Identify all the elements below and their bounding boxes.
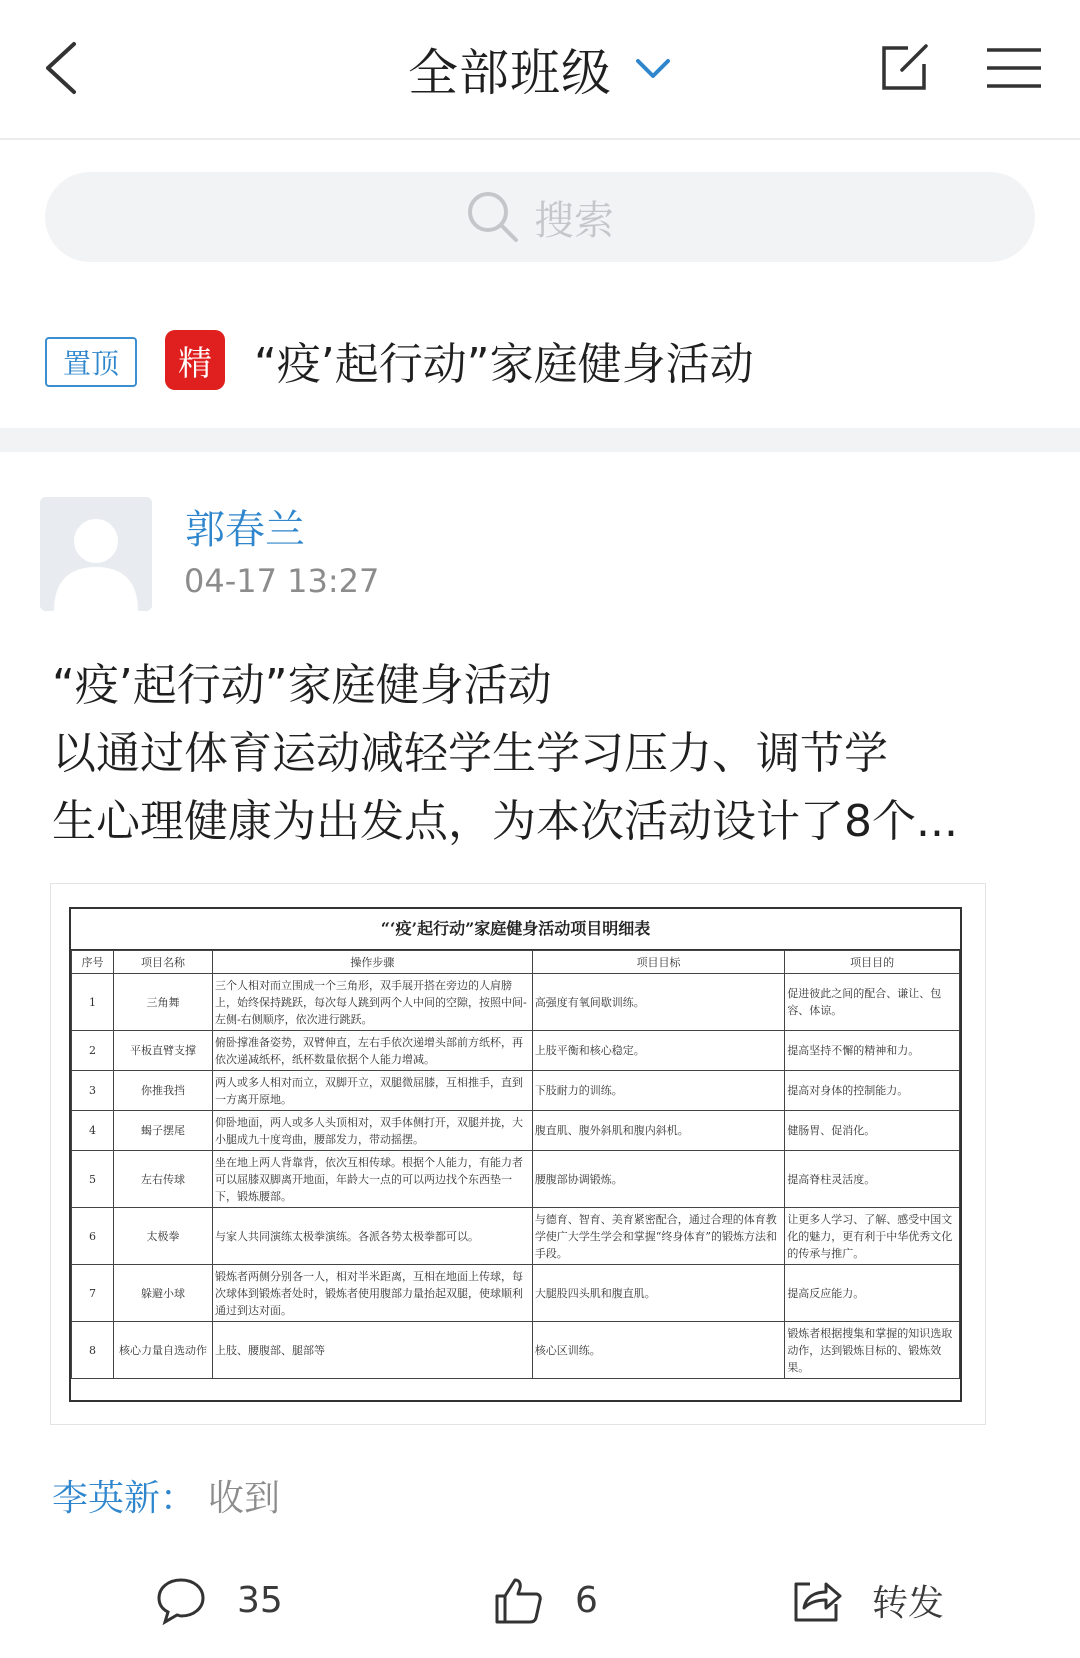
post-time: 04-17 13:27	[184, 562, 380, 600]
cell-steps: 俯卧撑准备姿势，双臂伸直，左右手依次递增头部前方纸杯，再依次递减纸杯，纸杯数量依据个人能力增减。	[212, 1031, 532, 1071]
table-header: 项目目的	[785, 951, 960, 974]
cell-no: 1	[72, 974, 114, 1031]
cell-no: 2	[72, 1031, 114, 1071]
cell-purpose: 提高坚持不懈的精神和力。	[785, 1031, 960, 1071]
pinned-badge: 置顶	[45, 337, 137, 387]
cell-purpose: 健肠胃、促消化。	[785, 1111, 960, 1151]
share-label: 转发	[872, 1582, 945, 1624]
cell-goal: 高强度有氧间歇训练。	[532, 974, 785, 1031]
like-count: 6	[575, 1579, 598, 1621]
cell-steps: 仰卧地面，两人或多人头顶相对，双手体侧打开，双腿并拢，大小腿成九十度弯曲，腰部发力，带动摇摆。	[212, 1111, 532, 1151]
cell-purpose: 提高反应能力。	[785, 1265, 960, 1322]
comment-text: 收到	[208, 1478, 281, 1519]
avatar[interactable]	[40, 497, 152, 611]
post-line: 以通过体育运动减轻学生学习压力、调节学	[52, 728, 888, 779]
share-button[interactable]	[790, 1560, 944, 1640]
post-line: 生心理健康为出发点，为本次活动设计了8个...	[52, 796, 958, 847]
chevron-down-icon	[634, 57, 672, 81]
table-row	[72, 1322, 960, 1379]
table-row	[72, 1265, 960, 1322]
cell-steps: 两人或多人相对而立，双脚开立，双腿微屈膝，互相推手，直到一方离开原地。	[212, 1071, 532, 1111]
table-header: 操作步骤	[212, 951, 532, 974]
comment-button[interactable]	[155, 1560, 283, 1640]
cell-purpose: 让更多人学习、了解、感受中国文化的魅力，更有利于中华优秀文化的传承与推广。	[785, 1208, 960, 1265]
post-line: “疫’起行动”家庭健身活动	[52, 660, 552, 711]
cell-no: 8	[72, 1322, 114, 1379]
cell-name: 左右传球	[114, 1151, 213, 1208]
table-row	[72, 1208, 960, 1265]
share-icon	[790, 1574, 842, 1626]
page-title: 全部班级	[408, 44, 612, 102]
cell-name: 躲避小球	[114, 1265, 213, 1322]
cell-goal: 腰腹部协调锻炼。	[532, 1151, 785, 1208]
post-author[interactable]: 郭春兰	[185, 507, 305, 553]
cell-purpose: 促进彼此之间的配合、谦让、包容、体谅。	[785, 974, 960, 1031]
comment-count: 35	[237, 1579, 283, 1621]
cell-purpose: 锻炼者根据搜集和掌握的知识选取动作，达到锻炼目标的、锻炼效果。	[785, 1322, 960, 1379]
cell-name: 三角舞	[114, 974, 213, 1031]
post-content[interactable]	[52, 652, 1042, 856]
table-row	[72, 974, 960, 1031]
cell-goal: 上肢平衡和核心稳定。	[532, 1031, 785, 1071]
cell-steps: 坐在地上两人背靠背，依次互相传球。根据个人能力，有能力者可以屈膝双脚离开地面，年龄大一点的可以两边找个东西垫一下，锻炼腰部。	[212, 1151, 532, 1208]
cell-no: 7	[72, 1265, 114, 1322]
compose-icon[interactable]	[878, 42, 930, 94]
cell-goal: 与德育、智育、美育紧密配合，通过合理的体育教学使广大学生学会和掌握“终身体育”的锻炼方法和手段。	[532, 1208, 785, 1265]
cell-no: 4	[72, 1111, 114, 1151]
cell-name: 核心力量自选动作	[114, 1322, 213, 1379]
search-icon	[466, 190, 520, 244]
cell-goal: 大腿股四头肌和腹直肌。	[532, 1265, 785, 1322]
thumbs-up-icon	[493, 1574, 545, 1626]
table-header: 序号	[72, 951, 114, 974]
cell-steps: 三个人相对而立围成一个三角形，双手展开搭在旁边的人肩膀上，始终保持跳跃，每次每人跳到两个人中间的空隙，按照中间-左侧-右侧顺序，依次进行跳跃。	[212, 974, 532, 1031]
comment-icon	[155, 1574, 207, 1626]
cell-name: 蝎子摆尾	[114, 1111, 213, 1151]
cell-goal: 下肢耐力的训练。	[532, 1071, 785, 1111]
cell-no: 5	[72, 1151, 114, 1208]
featured-badge: 精	[165, 330, 225, 390]
cell-purpose: 提高脊柱灵活度。	[785, 1151, 960, 1208]
menu-icon[interactable]	[985, 46, 1043, 90]
comment-author[interactable]: 李英新：	[52, 1478, 197, 1519]
search-bar[interactable]	[45, 172, 1035, 262]
table-row	[72, 1031, 960, 1071]
top-bar	[0, 0, 1080, 140]
table-row	[72, 1151, 960, 1208]
table-header: 项目名称	[114, 951, 213, 974]
table-row	[72, 1071, 960, 1111]
cell-no: 6	[72, 1208, 114, 1265]
comment-item[interactable]	[52, 1470, 280, 1521]
document-title: “‘疫’起行动”家庭健身活动项目明细表	[71, 909, 960, 950]
like-button[interactable]	[493, 1560, 598, 1640]
cell-steps: 上肢、腰腹部、腿部等	[212, 1322, 532, 1379]
cell-name: 太极拳	[114, 1208, 213, 1265]
cell-steps: 与家人共同演练太极拳演练。各派各势太极拳都可以。	[212, 1208, 532, 1265]
action-bar	[0, 1560, 1080, 1640]
attached-image[interactable]	[50, 883, 986, 1425]
search-placeholder: 搜索	[534, 197, 614, 244]
cell-goal: 核心区训练。	[532, 1322, 785, 1379]
pinned-post[interactable]	[0, 300, 1080, 426]
cell-purpose: 提高对身体的控制能力。	[785, 1071, 960, 1111]
cell-steps: 锻炼者两侧分别各一人，相对半米距离，互相在地面上传球，每次球体到锻炼者处时，锻炼者使用腹部力量抬起双腿，使球顺利通过到达对面。	[212, 1265, 532, 1322]
pinned-title: “疫’起行动”家庭健身活动	[254, 339, 754, 390]
default-avatar-icon	[40, 497, 152, 611]
cell-name: 你推我挡	[114, 1071, 213, 1111]
document-table	[69, 907, 962, 1402]
cell-no: 3	[72, 1071, 114, 1111]
table-row	[72, 1111, 960, 1151]
table-header: 项目目标	[532, 951, 785, 974]
cell-goal: 腹直肌、腹外斜肌和腹内斜机。	[532, 1111, 785, 1151]
section-divider	[0, 428, 1080, 452]
cell-name: 平板直臂支撑	[114, 1031, 213, 1071]
activity-table	[71, 950, 960, 1379]
